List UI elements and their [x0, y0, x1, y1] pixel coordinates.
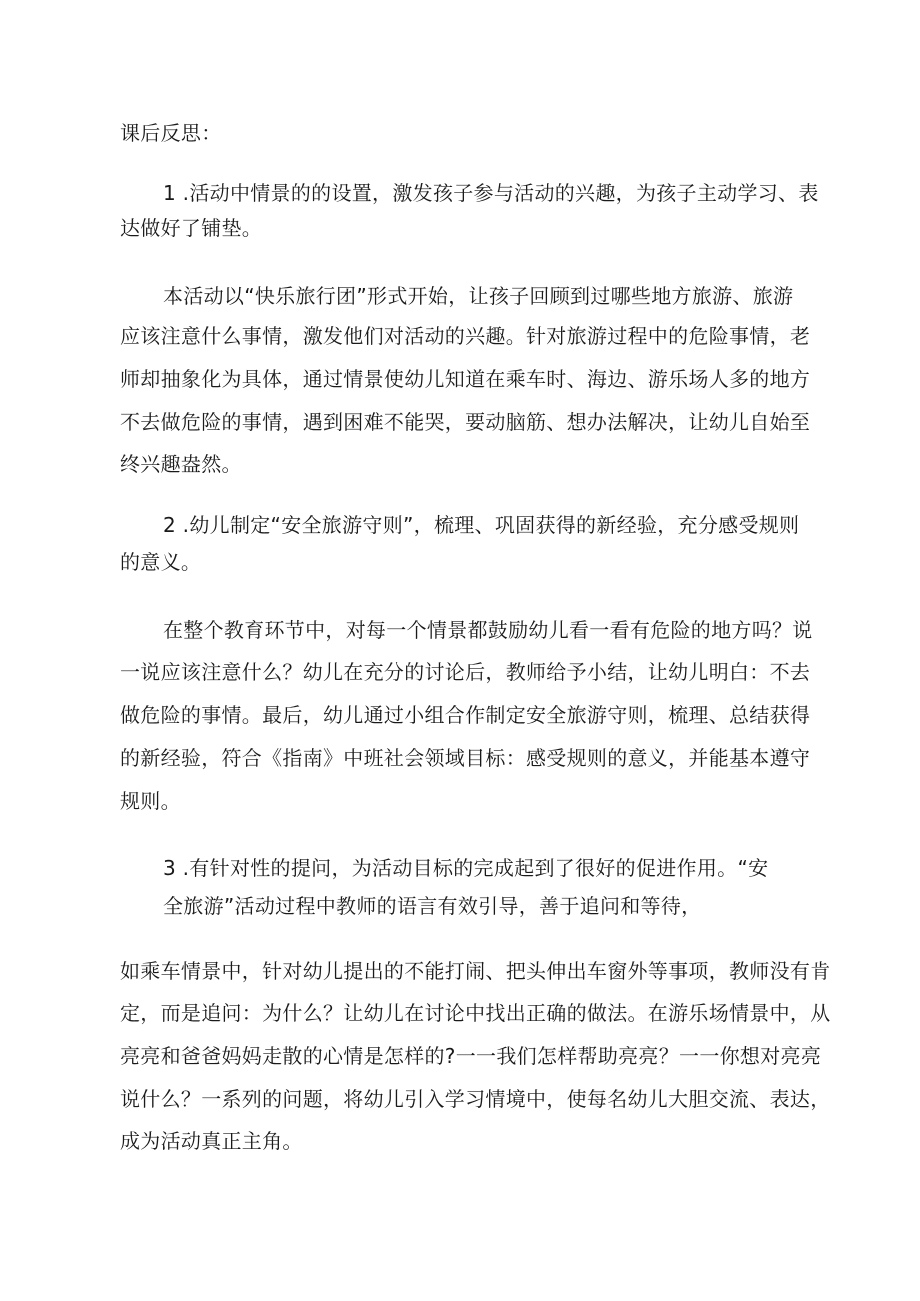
paragraph-line: 定，而是追问：为什么？让幼儿在讨论中找出正确的做法。在游乐场情景中，从 [120, 1001, 831, 1025]
paragraph-line: 如乘车情景中，针对幼儿提出的不能打闹、把头伸出车窗外等事项，教师没有肯 [120, 959, 831, 983]
paragraph-line: 本活动以“快乐旅行团”形式开始，让孩子回顾到过哪些地方旅游、旅游 [163, 284, 794, 308]
paragraph-line: 1 .活动中情景的的设置，激发孩子参与活动的兴趣，为孩子主动学习、表 [163, 181, 819, 205]
paragraph-line: 说什么？一系列的问题，将幼儿引入学习情境中，使每名幼儿大胆交流、表达， [120, 1087, 831, 1111]
paragraph-line: 达做好了铺垫。 [120, 216, 263, 240]
paragraph-line: 3 .有针对性的提问，为活动目标的完成起到了很好的促进作用。“安 [163, 856, 769, 880]
paragraph-line: 的意义。 [120, 550, 202, 574]
paragraph-line: 亮亮和爸爸妈妈走散的心情是怎样的?一一我们怎样帮助亮亮？一一你想对亮亮 [120, 1044, 822, 1068]
paragraph-line: 成为活动真正主角。 [120, 1129, 303, 1153]
paragraph-line: 规则。 [120, 789, 181, 813]
paragraph-line: 2 .幼儿制定“安全旅游守则”，梳理、巩固获得的新经验，充分感受规则 [163, 513, 800, 537]
paragraph-line: 一说应该注意什么？幼儿在充分的讨论后，教师给予小结，让幼儿明白：不去 [120, 660, 811, 684]
paragraph-line: 应该注意什么事情，激发他们对活动的兴趣。针对旅游过程中的危险事情，老 [120, 324, 811, 348]
paragraph-line: 终兴趣盎然。 [120, 452, 242, 476]
paragraph-line: 全旅游”活动过程中教师的语言有效引导，善于追问和等待， [163, 894, 702, 918]
paragraph-line: 师却抽象化为具体，通过情景使幼儿知道在乘车时、海边、游乐场人多的地方 [120, 367, 811, 391]
paragraph-line: 的新经验，符合《指南》中班社会领域目标：感受规则的意义，并能基本遵守 [120, 746, 811, 770]
paragraph-line: 在整个教育环节中，对每一个情景都鼓励幼儿看一看有危险的地方吗？说 [163, 618, 813, 642]
page-heading: 课后反思： [120, 121, 222, 145]
paragraph-line: 不去做危险的事情，遇到困难不能哭，要动脑筋、想办法解决，让幼儿自始至 [120, 410, 811, 434]
paragraph-line: 做危险的事情。最后，幼儿通过小组合作制定安全旅游守则，梳理、总结获得 [120, 703, 811, 727]
